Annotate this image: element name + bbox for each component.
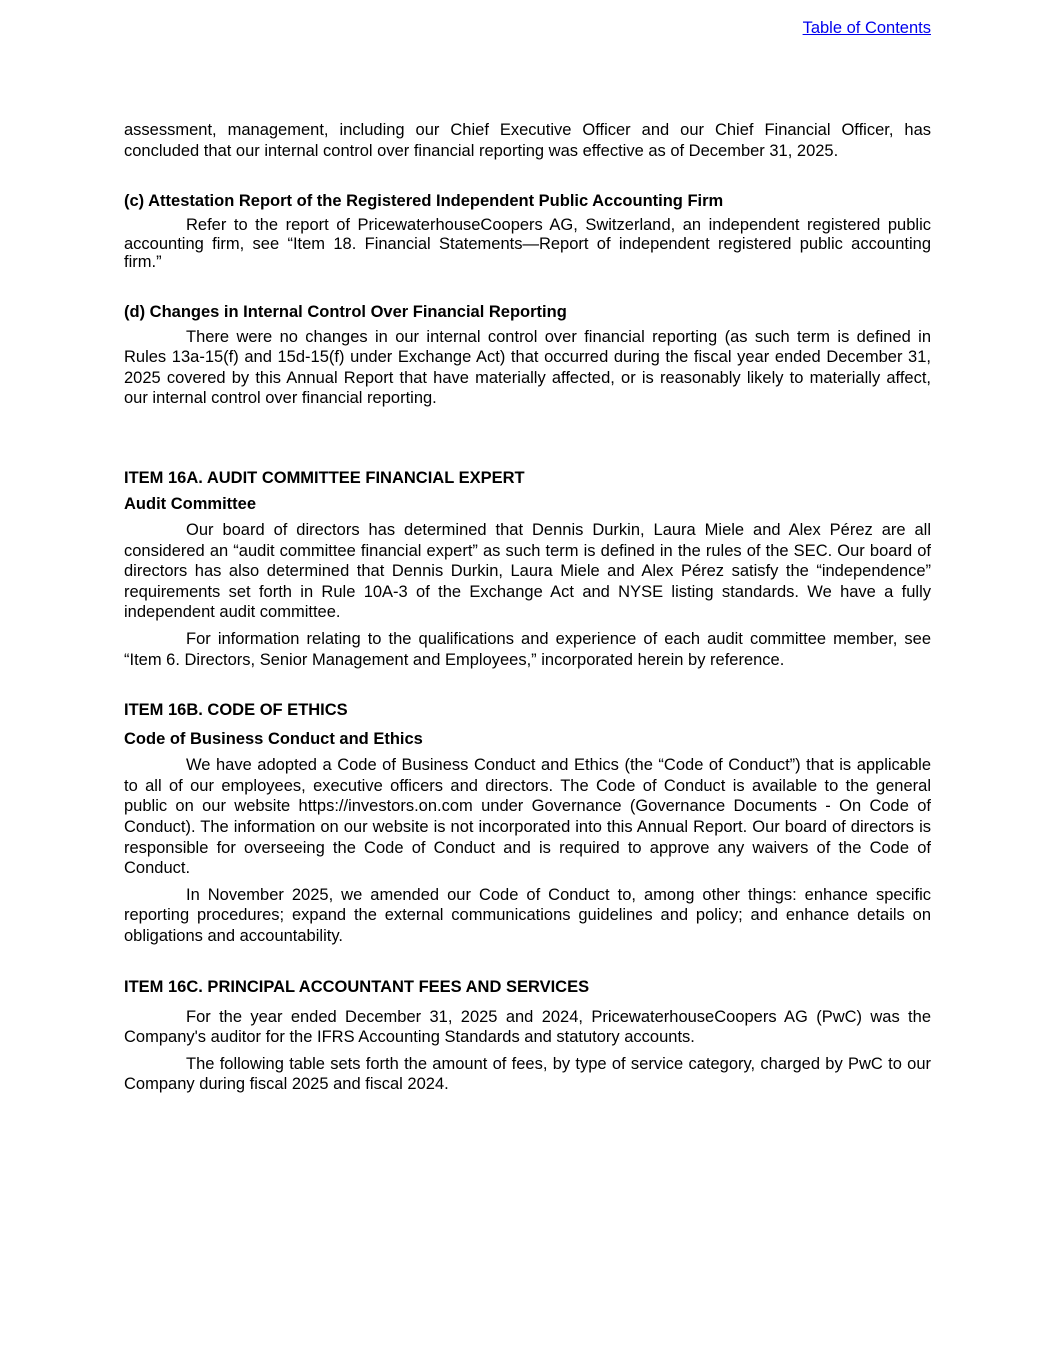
item-16a-paragraph-2: For information relating to the qualifications and experience of each audit committee member, see “Item 6. Directors, Senior Management and Employees,” incorporated herein by reference.: [124, 630, 931, 669]
table-of-contents-link[interactable]: Table of Contents: [802, 19, 931, 37]
changes-heading: (d) Changes in Internal Control Over Financial Reporting: [124, 302, 567, 321]
attestation-paragraph: Refer to the report of PricewaterhouseCoopers AG, Switzerland, an independent registered public accounting firm, see “Item 18. Financial Statements—Report of independent registered public accounting firm.”: [124, 216, 931, 272]
item-16c-paragraph-1: For the year ended December 31, 2025 and 2024, PricewaterhouseCoopers AG (PwC) was the Company's auditor for the IFRS Accounting Standards and statutory accounts.: [124, 1007, 931, 1047]
item-16b-paragraph-2: In November 2025, we amended our Code of Conduct to, among other things: enhance specific reporting procedures; expand the external communications guidelines and policy; and enhance details on obligations and accountability.: [124, 885, 931, 945]
intro-paragraph: assessment, management, including our Chief Executive Officer and our Chief Financial Officer, has concluded that our internal control over financial reporting was effective as of December 31, 2025.: [124, 121, 931, 160]
audit-committee-subheading: Audit Committee: [124, 495, 256, 514]
item-16c-heading: ITEM 16C. PRINCIPAL ACCOUNTANT FEES AND SERVICES: [124, 977, 590, 996]
item-16b-paragraph-1: We have adopted a Code of Business Conduct and Ethics (the “Code of Conduct”) that is applicable to all of our employees, executive officers and directors. The Code of Conduct is available to the general public on our website https://investors.on.com under Governance (Governance Documents - On Code of Conduct). The information on our website is not incorporated into this Annual Report. Our board of directors is responsible for overseeing the Code of Conduct and is required to approve any waivers of the Code of Conduct.: [124, 756, 931, 878]
item-16a-heading: ITEM 16A. AUDIT COMMITTEE FINANCIAL EXPERT: [124, 469, 525, 488]
document-body: [124, 120, 931, 1095]
item-16c-paragraph-2: The following table sets forth the amount of fees, by type of service category, charged by PwC to our Company during fiscal 2025 and fiscal 2024.: [124, 1054, 931, 1094]
item-16a-paragraph-1: Our board of directors has determined that Dennis Durkin, Laura Miele and Alex Pérez are all considered an “audit committee financial expert” as such term is defined in the rules of the SEC. Our board of directors has also determined that Dennis Durkin, Laura Miele and Alex Pérez satisfy the “independence” requirements set forth in Rule 10A-3 of the Exchange Act and NYSE listing standards. We have a fully independent audit committee.: [124, 521, 931, 622]
attestation-heading: (c) Attestation Report of the Registered Independent Public Accounting Firm: [124, 192, 724, 211]
code-of-conduct-subheading: Code of Business Conduct and Ethics: [124, 730, 423, 749]
changes-paragraph: There were no changes in our internal control over financial reporting (as such term is defined in Rules 13a-15(f) and 15d-15(f) under Exchange Act) that occurred during the fiscal year ended December 31, 2025 covered by this Annual Report that have materially affected, or is reasonably likely to materially affect, our internal control over financial reporting.: [124, 327, 931, 408]
item-16b-heading: ITEM 16B. CODE OF ETHICS: [124, 701, 348, 720]
